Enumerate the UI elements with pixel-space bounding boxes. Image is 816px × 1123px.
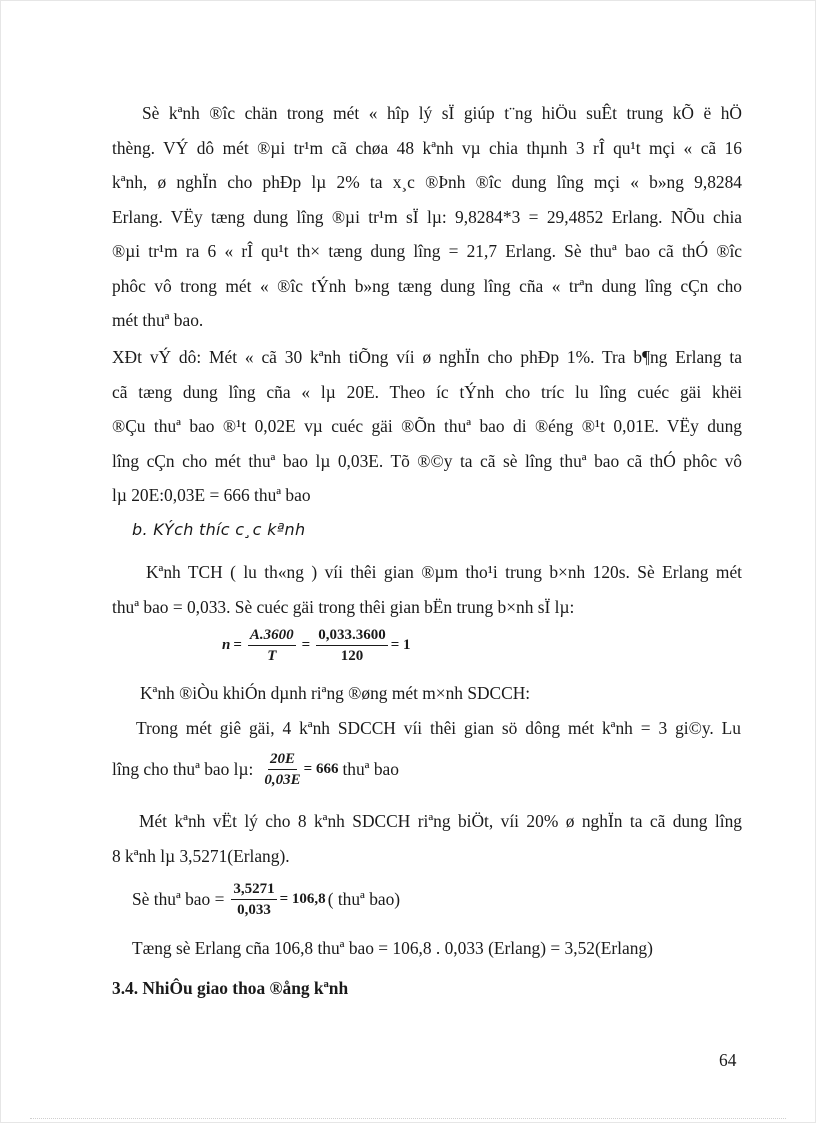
fraction bbox=[248, 626, 296, 665]
equals-sign: = bbox=[233, 637, 242, 653]
paragraph-5-line-2 bbox=[112, 750, 399, 789]
text-line: Erlang. VËy tæng dung lîng ®µi tr¹m sÏ lµ: 9,8284*3 = 29,4852 Erlang. NÕu chia bbox=[112, 206, 742, 227]
formula-traffic bbox=[261, 750, 338, 789]
paragraph-5-line-1: Trong mét giê gäi, 4 kªnh SDCCH víi thêi gian sö dông mét kªnh = 3 gi©y. Lu bbox=[136, 718, 741, 738]
text-line: cã tæng dung lîng cña « lµ 20E. Theo íc tÝnh cho tríc lu lîng cuéc gäi khëi bbox=[112, 381, 742, 402]
equals-sign: = bbox=[301, 637, 311, 653]
fraction-denominator: T bbox=[267, 648, 277, 664]
paragraph-2 bbox=[112, 340, 742, 513]
fraction-denominator: 0,033 bbox=[237, 902, 271, 918]
fraction bbox=[264, 750, 300, 789]
formula-result: = 1 bbox=[390, 637, 411, 653]
text-suffix: thuª bao bbox=[342, 759, 399, 779]
text-prefix: lîng cho thuª bao lµ: bbox=[112, 759, 254, 779]
paragraph-3 bbox=[112, 555, 742, 624]
text-line: thuª bao = 0,033. Sè cuéc gäi trong thêi gian bËn trung b×nh sÏ lµ: bbox=[112, 596, 575, 617]
fraction-numerator: 3,5271 bbox=[231, 880, 276, 900]
text-line: Kªnh TCH ( lu th«ng ) víi thêi gian ®µm tho¹i trung b×nh 120s. Sè Erlang mét bbox=[146, 562, 742, 582]
text-line: XÐt vÝ dô: Mét « cã 30 kªnh tiÕng víi ø nghÏn cho phÐp 1%. Tra b¶ng Erlang ta bbox=[112, 347, 742, 367]
text-line: Sè kªnh ®îc chän trong mét « hîp lý sÏ giúp t¨ng hiÖu suÊt trung kÕ ë hÖ bbox=[142, 103, 742, 123]
subheading-b: b. KÝch thíc c¸c kªnh bbox=[132, 520, 306, 539]
fraction-numerator: A.3600 bbox=[248, 626, 296, 646]
fraction-numerator: 0,033.3600 bbox=[316, 626, 388, 646]
text-line: mét thuª bao. bbox=[112, 310, 204, 330]
text-line: Mét kªnh vËt lý cho 8 kªnh SDCCH riªng biÖt, víi 20% ø nghÏn ta cã dung lîng bbox=[139, 811, 742, 831]
page-number: 64 bbox=[719, 1050, 737, 1070]
formula-lhs: n bbox=[222, 637, 231, 653]
fraction-denominator: 0,03E bbox=[264, 772, 301, 788]
paragraph-4: Kªnh ®iÒu khiÓn dµnh riªng ®øng mét m×nh SDCCH: bbox=[140, 683, 531, 703]
formula-n bbox=[222, 626, 411, 665]
text-line: phôc vô trong mét « ®îc tÝnh b»ng tæng dung lîng cña « trªn dung lîng cÇn cho bbox=[112, 275, 742, 296]
formula-subscribers bbox=[132, 880, 400, 919]
paragraph-6 bbox=[112, 804, 742, 873]
bottom-rule bbox=[30, 1118, 786, 1119]
text-line: kªnh, ø nghÏn cho phÐp lµ 2% ta x¸c ®Þnh ®îc dung lîng mçi « b»ng 9,8284 bbox=[112, 172, 742, 192]
text-prefix: Sè thuª bao = bbox=[132, 889, 225, 909]
text-suffix: ( thuª bao) bbox=[327, 889, 401, 909]
text-line: thèng. VÝ dô mét ®µi tr¹m cã chøa 48 kªnh vµ chia thµnh 3 rÎ qu¹t mçi « cã 16 bbox=[112, 137, 742, 158]
text-line: lµ 20E:0,03E = 666 thuª bao bbox=[112, 485, 311, 505]
paragraph-1 bbox=[112, 96, 742, 338]
formula-fraction bbox=[228, 880, 325, 919]
text-line: ®Çu thuª bao ®¹t 0,02E vµ cuéc gäi ®Õn thuª bao di ®éng ®¹t 0,01E. VËy dung bbox=[112, 416, 742, 436]
formula-result: = 106,8 bbox=[279, 891, 326, 907]
fraction bbox=[231, 880, 276, 919]
section-title: 3.4. NhiÔu giao thoa ®ång kªnh bbox=[112, 978, 349, 998]
text-line: ®µi tr¹m ra 6 « rÎ qu¹t th× tæng dung lîng = 21,7 Erlang. Sè thuª bao cã thÓ ®îc bbox=[112, 241, 742, 261]
text-line: lîng cÇn cho mét thuª bao lµ 0,03E. Tõ ®©y ta cã sè lîng thuª bao cã thÓ phôc vô bbox=[112, 450, 742, 471]
formula-result: = 666 bbox=[303, 761, 339, 777]
fraction-denominator: 120 bbox=[340, 648, 364, 664]
paragraph-7: Tæng sè Erlang cña 106,8 thuª bao = 106,8 . 0,033 (Erlang) = 3,52(Erlang) bbox=[132, 938, 653, 958]
text-line: 8 kªnh lµ 3,5271(Erlang). bbox=[112, 845, 290, 866]
fraction-numerator: 20E bbox=[268, 750, 297, 770]
fraction bbox=[316, 626, 388, 665]
